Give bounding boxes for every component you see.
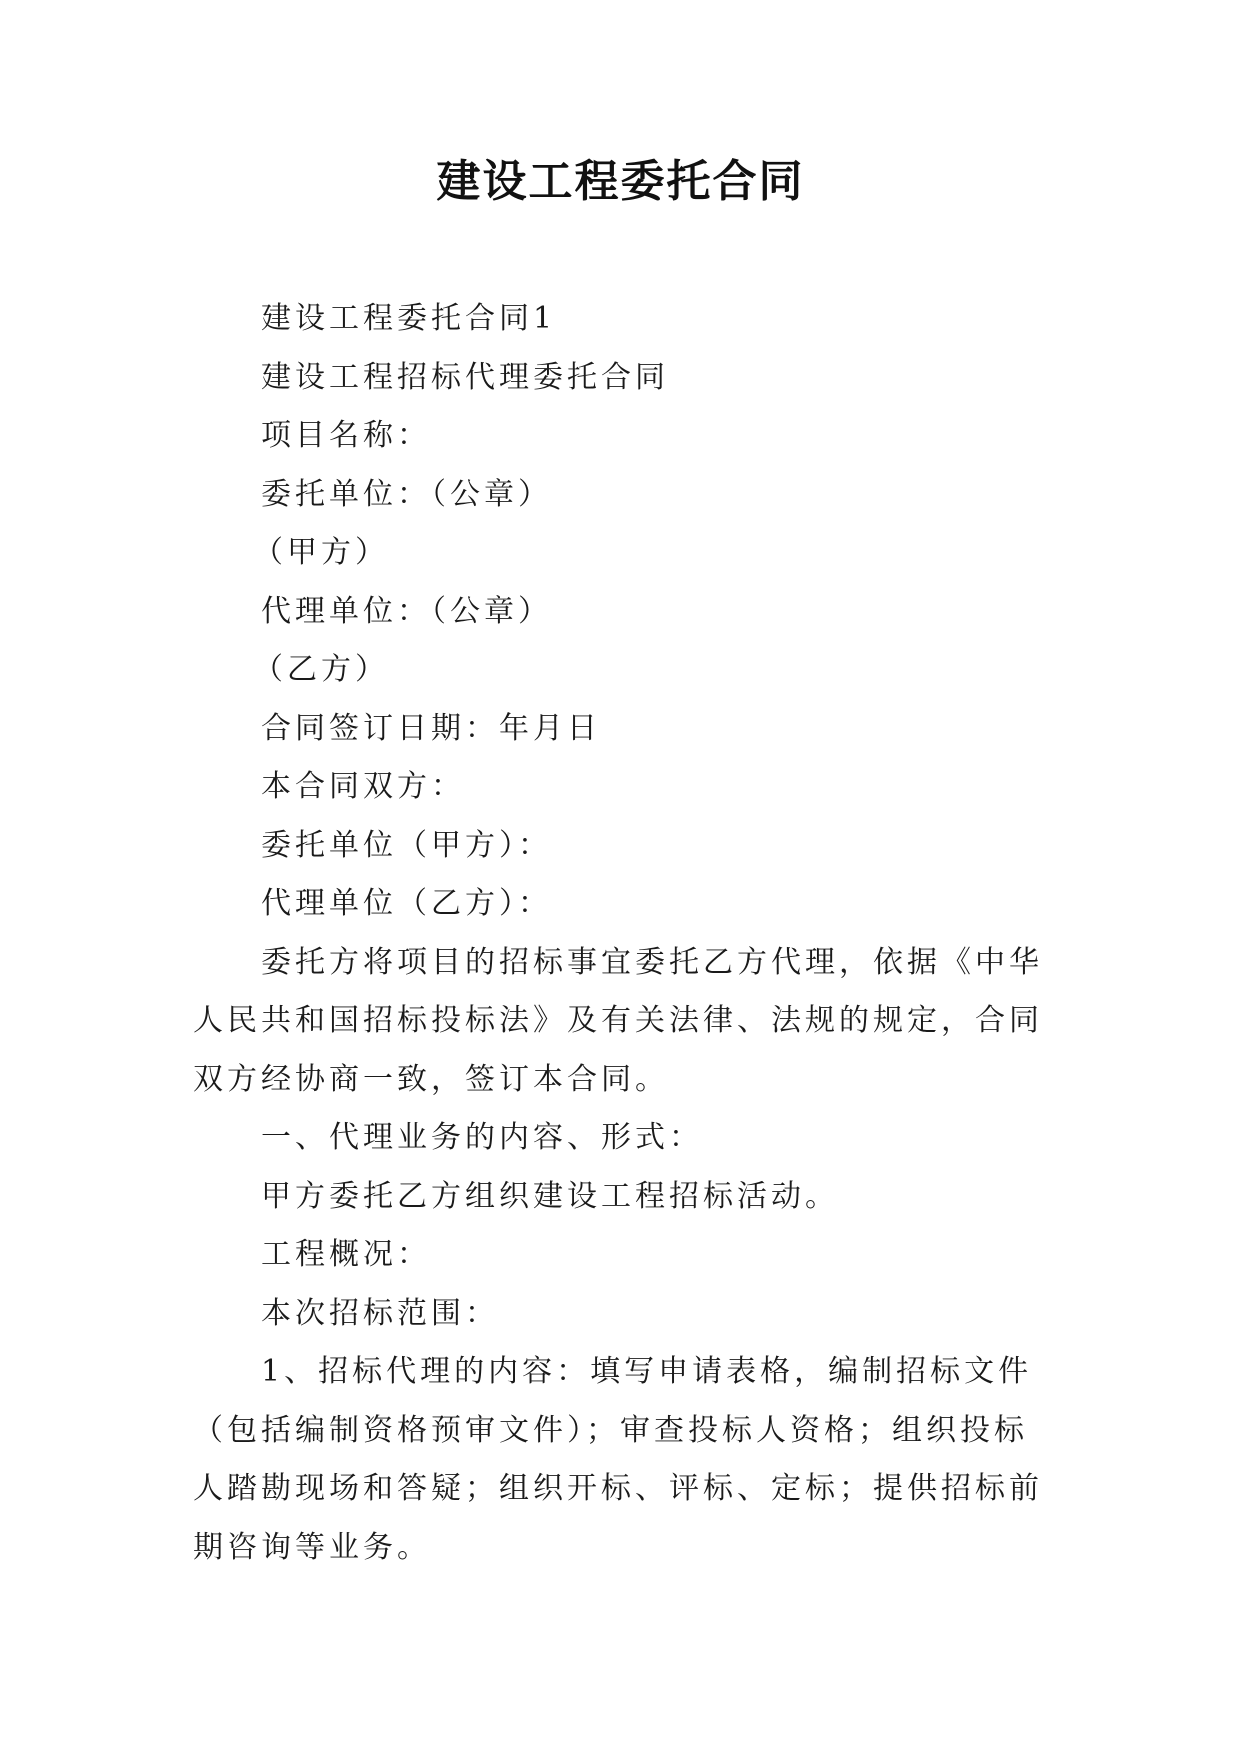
paragraph-project-overview: 工程概况： (261, 1237, 431, 1272)
paragraph-party-b: （乙方） (253, 652, 389, 687)
paragraph-client-party-a: 委托单位（甲方）： (261, 827, 552, 863)
paragraph-agent-party-b: 代理单位（乙方）： (261, 886, 552, 921)
paragraph-agency-content: 1、招标代理的内容：填写申请表格，编制招标文件（包括编制资格预审文件）；审查投标人资格；组织投标人踏勘现场和答疑；组织开标、评标、定标；提供招标前期咨询等业务。 (193, 1354, 1043, 1565)
paragraph-bid-scope: 本次招标范围： (261, 1295, 499, 1331)
paragraph-party-a: （甲方） (253, 535, 389, 570)
paragraph-contract-heading: 建设工程委托合同1 (261, 301, 557, 336)
paragraph-contract-subtitle: 建设工程招标代理委托合同 (261, 359, 669, 395)
paragraph-agent-unit: 代理单位：（公章） (261, 593, 552, 629)
paragraph-section-one: 一、代理业务的内容、形式： (261, 1120, 703, 1155)
paragraph-preamble: 委托方将项目的招标事宜委托乙方代理，依据《中华人民共和国招标投标法》及有关法律、法规的规定，合同双方经协商一致，签订本合同。 (193, 944, 1043, 1097)
paragraph-commission: 甲方委托乙方组织建设工程招标活动。 (261, 1178, 839, 1214)
paragraph-both-parties: 本合同双方： (261, 769, 465, 804)
paragraph-client-unit: 委托单位：（公章） (261, 476, 552, 512)
paragraph-project-name: 项目名称： (261, 418, 431, 453)
paragraph-sign-date: 合同签订日期：年月日 (261, 710, 601, 746)
document-title: 建设工程委托合同 (436, 156, 805, 207)
document-body (193, 290, 1061, 1577)
